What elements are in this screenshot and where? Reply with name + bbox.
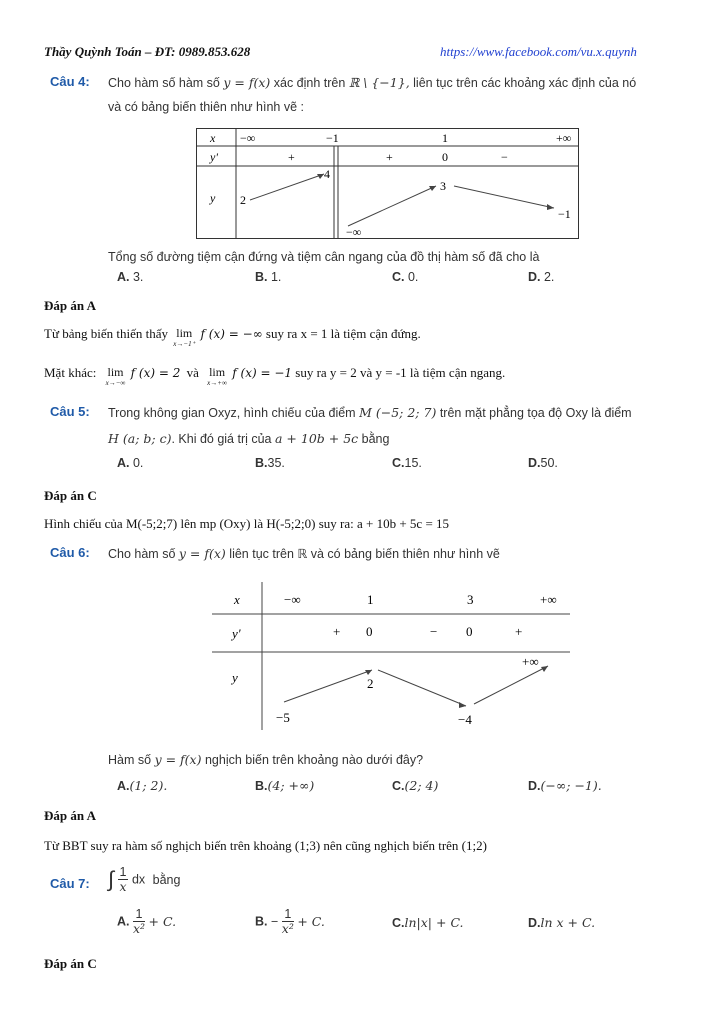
- q6-variation-table: [212, 582, 572, 732]
- q4-option-b[interactable]: B. 1.: [255, 270, 282, 284]
- q6-arrow: [474, 666, 548, 704]
- q4-y-label: y: [210, 191, 216, 205]
- q4-x-val: +∞: [556, 131, 572, 145]
- q4-domain: ℝ \ {−1},: [348, 75, 410, 90]
- q4-option-a[interactable]: A. 3.: [117, 270, 144, 284]
- q6-y-val: −5: [276, 710, 290, 725]
- q4-x-val: −∞: [240, 131, 256, 145]
- header-facebook-link[interactable]: https://www.facebook.com/vu.x.quynh: [440, 44, 637, 59]
- q5-line2: H (a; b; c). Khi đó giá trị của a + 10b + 5c bằng: [108, 431, 390, 446]
- q6-y-label: y: [232, 670, 238, 685]
- q4-y-val: −∞: [346, 225, 362, 239]
- q4-yp-label: y': [210, 150, 218, 164]
- q4-line2: và có bảng biến thiên như hình vẽ :: [108, 100, 305, 114]
- q7-option-b[interactable]: B. − $\frac{1}{\text{x²}}$ + C.: [255, 907, 325, 936]
- q6-option-b[interactable]: B.(4; +∞): [255, 778, 315, 793]
- q5-label: Câu 5:: [50, 404, 90, 419]
- q6-yp-val: −: [430, 624, 438, 639]
- q4-label: Câu 4:: [50, 74, 90, 89]
- q4-option-d[interactable]: D. 2.: [528, 270, 555, 284]
- q6-x-val: +∞: [540, 592, 557, 607]
- q6-x-val: 1: [367, 592, 374, 607]
- q6-line1: Cho hàm số y = f(x) liên tục trên ℝ và có bảng biến thiên như hình vẽ: [108, 546, 500, 561]
- q4-line1-text-b: xác định trên: [273, 76, 346, 90]
- header-author: Thầy Quỳnh Toán – ĐT: 0989.853.628: [44, 44, 251, 59]
- q4-y-val: −1: [558, 207, 571, 221]
- q6-option-d[interactable]: D.(−∞; −1).: [528, 778, 602, 793]
- q4-arrow: [250, 174, 324, 200]
- q7-option-a[interactable]: A. $\frac{1}{\text{x²}}$ + C.: [117, 907, 177, 936]
- q4-yp-val: +: [288, 150, 295, 164]
- q6-solution: Từ BBT suy ra hàm số nghịch biến trên khoảng (1;3) nên cũng nghịch biến trên (1;2): [44, 838, 487, 853]
- q5-option-a[interactable]: A. 0.: [117, 456, 144, 470]
- q6-yp-val: 0: [466, 624, 473, 639]
- q4-yp-val: +: [386, 150, 393, 164]
- q6-y-val: −4: [458, 712, 472, 727]
- q6-x-val: 3: [467, 592, 474, 607]
- q5-option-d[interactable]: D.50.: [528, 456, 558, 470]
- q4-line1-text-c: liên tục trên các khoảng xác định của nó: [413, 76, 637, 90]
- q6-question: Hàm số y = f(x) nghịch biến trên khoảng nào dưới đây?: [108, 752, 424, 767]
- q6-label: Câu 6:: [50, 545, 90, 560]
- q6-option-a[interactable]: A.(1; 2).: [117, 778, 168, 793]
- q4-arrow: [454, 186, 554, 208]
- q4-line1: [108, 75, 636, 90]
- q7-integral: ∫ $\frac{1}{x}$ dx bằng: [108, 865, 181, 894]
- q4-function: y = f(x): [223, 75, 271, 90]
- q6-yp-val: 0: [366, 624, 373, 639]
- q7-option-d[interactable]: D.ln x + C.: [528, 915, 596, 930]
- q5-option-b[interactable]: B.35.: [255, 456, 285, 470]
- q6-answer: Đáp án A: [44, 808, 97, 823]
- q6-arrowhead: [459, 702, 466, 708]
- q4-x-val: 1: [442, 131, 448, 145]
- q4-y-val: 2: [240, 193, 246, 207]
- q4-yp-val: 0: [442, 150, 448, 164]
- q6-x-label: x: [234, 592, 240, 607]
- q4-question: Tổng số đường tiệm cận đứng và tiệm cân ngang của đồ thị hàm số đã cho là: [108, 250, 540, 264]
- q5-answer: Đáp án C: [44, 488, 97, 503]
- q4-y-val: 3: [440, 179, 446, 193]
- q5-solution: Hình chiếu của M(-5;2;7) lên mp (Oxy) là H(-5;2;0) suy ra: a + 10b + 5c = 15: [44, 516, 450, 531]
- q6-yp-val: +: [333, 624, 341, 639]
- q6-y-val: 2: [367, 676, 374, 691]
- q6-yp-label: y': [232, 626, 241, 641]
- q6-option-c[interactable]: C.(2; 4): [392, 778, 439, 793]
- q6-yp-val: +: [515, 624, 523, 639]
- q6-arrow: [284, 670, 372, 702]
- q5-option-c[interactable]: C.15.: [392, 456, 422, 470]
- q4-option-c[interactable]: C. 0.: [392, 270, 419, 284]
- q4-y-val: 4: [324, 167, 330, 181]
- q4-x-label: x: [210, 131, 216, 145]
- q5-line1: Trong không gian Oxyz, hình chiếu của điểm M (−5; 2; 7) trên mặt phẳng tọa độ Oxy là điểm: [108, 405, 632, 420]
- q4-line1-text: Cho hàm số hàm số: [108, 76, 220, 90]
- q4-variation-table: [196, 128, 580, 240]
- q4-yp-val: −: [501, 150, 508, 164]
- q4-arrowhead: [547, 204, 554, 210]
- q4-x-val: −1: [326, 131, 339, 145]
- q7-answer: Đáp án C: [44, 956, 97, 971]
- q6-arrow: [378, 670, 466, 706]
- q4-solution-1: Từ bảng biến thiến thấy lim x→−1⁺ f (x) = −∞ suy ra x = 1 là tiệm cận đứng.: [44, 326, 421, 348]
- q4-arrow: [348, 186, 436, 226]
- q4-solution-2: Mặt khác: lim x→−∞ f (x) = 2 và lim x→+∞ f (x) = −1 suy ra y = 2 và y = -1 là tiệm cận ngang.: [44, 365, 506, 387]
- q4-answer: Đáp án A: [44, 298, 97, 313]
- q7-label: Câu 7:: [50, 876, 90, 891]
- q7-option-c[interactable]: C.ln|x| + C.: [392, 915, 464, 930]
- q6-y-val: +∞: [522, 654, 539, 669]
- q6-x-val: −∞: [284, 592, 301, 607]
